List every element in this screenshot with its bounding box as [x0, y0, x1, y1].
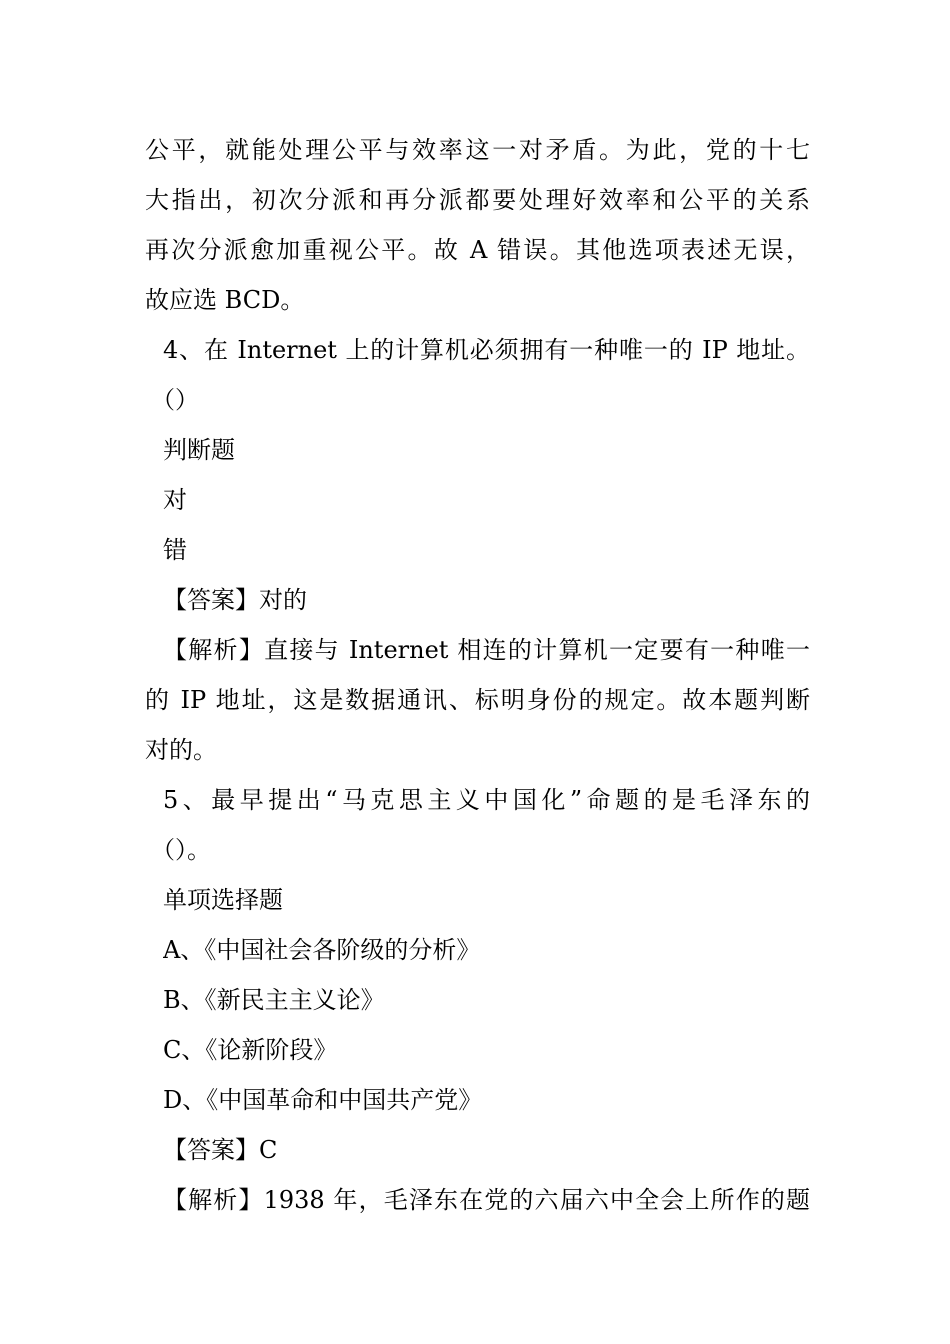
paragraph-line: 的 IP 地址，这是数据通讯、标明身份的规定。故本题判断 [145, 686, 810, 714]
question-4-analysis: 【解析】直接与 Internet 相连的计算机一定要有一种唯一 [163, 636, 810, 664]
question-5-blank: （）。 [151, 836, 211, 864]
question-4-blank: （） [151, 386, 199, 414]
paragraph-line: 再次分派愈加重视公平。故 A 错误。其他选项表述无误， [145, 236, 810, 264]
paragraph-line: 对的。 [145, 736, 217, 764]
question-4-stem: 4、在 Internet 上的计算机必须拥有一种唯一的 IP 地址。 [163, 336, 810, 364]
paragraph-line: 大指出，初次分派和再分派都要处理好效率和公平的关系 [145, 186, 810, 214]
paragraph-line: 故应选 BCD。 [145, 286, 305, 314]
option-true: 对 [163, 486, 187, 514]
question-4-type: 判断题 [163, 436, 235, 464]
option-b: B、《新民主主义论》 [163, 986, 385, 1014]
question-5-analysis: 【解析】1938 年，毛泽东在党的六届六中全会上所作的题 [163, 1186, 810, 1214]
paragraph-line: 公平，就能处理公平与效率这一对矛盾。为此，党的十七 [145, 136, 810, 164]
option-false: 错 [163, 536, 187, 564]
option-a: A、《中国社会各阶级的分析》 [163, 936, 481, 964]
option-c: C、《论新阶段》 [163, 1036, 338, 1064]
question-5-type: 单项选择题 [163, 886, 283, 914]
question-5-answer: 【答案】C [163, 1136, 278, 1164]
option-d: D、《中国革命和中国共产党》 [163, 1086, 483, 1114]
question-4-answer: 【答案】对的 [163, 586, 307, 614]
question-5-stem: 5、最早提出“马克思主义中国化”命题的是毛泽东的 [163, 786, 810, 814]
